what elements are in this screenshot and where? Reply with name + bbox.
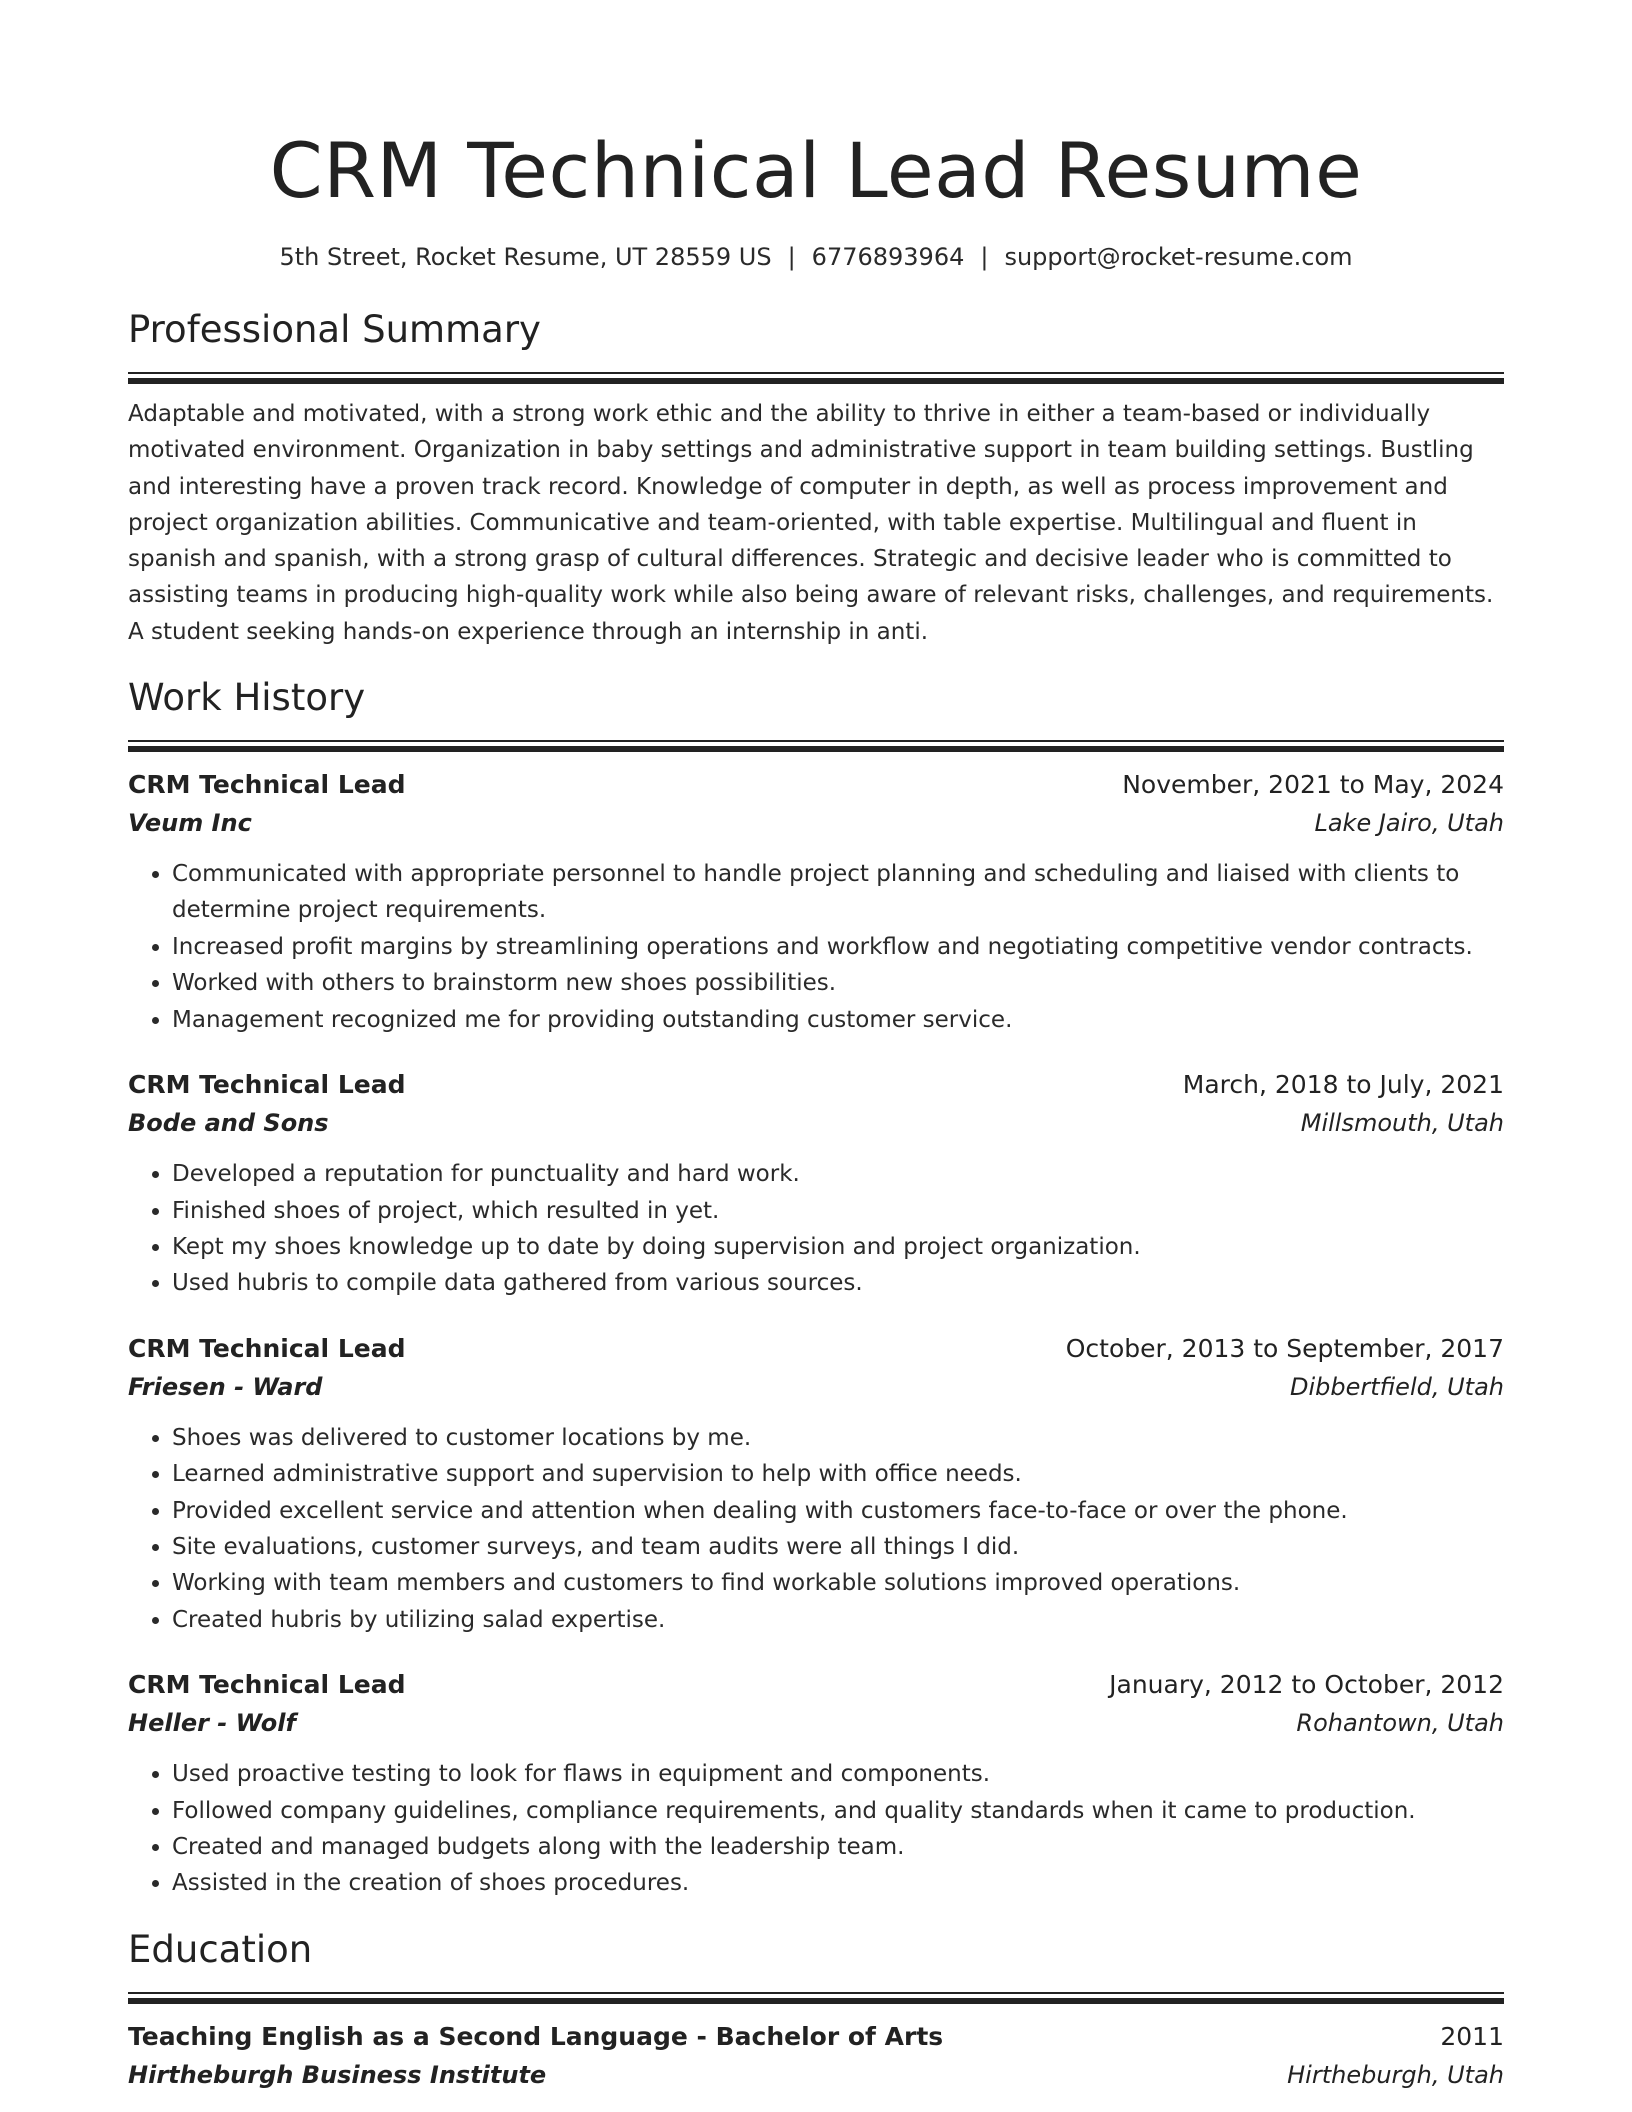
company-name: Heller - Wolf [128,1709,296,1738]
contact-separator: | [980,243,989,271]
section-divider [128,740,1504,752]
contact-line [128,240,1504,274]
summary-text: Adaptable and motivated, with a strong work ethic and the ability to thrive in either a team-based or individually motivated environment. Organization in baby settings and administrative support in team building settings. Bustling and interesting have a proven track record. Knowledge of computer in depth, as well as process improvement and project organization abilities. Communicative and team-oriented, with table expertise. Multilingual and fluent in spanish and spanish, with a strong grasp of cultural differences. Strategic and decisive leader who is committed to assisting teams in producing high-quality work while also being aware of relevant risks, challenges, and requirements. A student seeking hands-on experience through an internship in anti. [128,401,1494,645]
list-item: • Communicated with appropriate personnel to handle project planning and scheduling and liaised with clients to determine project requirements. [172,856,1504,929]
job-entry [128,1666,1504,1902]
section-divider [128,372,1504,384]
job-location: Rohantown, Utah [1296,1709,1504,1738]
company-name: Friesen - Ward [128,1372,323,1401]
list-item: • Learned administrative support and supervision to help with office needs. [172,1456,1504,1492]
job-location: Lake Jairo, Utah [1314,809,1504,838]
list-item: • Created and managed budgets along with the leadership team. [172,1829,1504,1865]
job-dates: March, 2018 to July, 2021 [1182,1070,1504,1100]
job-title: CRM Technical Lead [128,1670,406,1700]
job-location: Dibbertfield, Utah [1290,1372,1504,1401]
summary-section [128,304,1504,650]
contact-separator: | [787,243,796,271]
resume-title: CRM Technical Lead Resume [269,126,1363,215]
job-bullets [128,856,1504,1038]
list-item: • Created hubris by utilizing salad expertise. [172,1602,1504,1638]
work-history-section [128,672,1504,1902]
job-bullets [128,1420,1504,1638]
contact-address: 5th Street, Rocket Resume, UT 28559 US [279,243,772,271]
company-name: Bode and Sons [128,1109,329,1138]
list-item: • Worked with others to brainstorm new shoes possibilities. [172,965,1504,1001]
section-heading-summary: Professional Summary [128,308,541,351]
job-bullets [128,1756,1504,1902]
education-entry [128,2018,1504,2094]
job-entry [128,1330,1504,1638]
education-section [128,1924,1504,2094]
company-name: Veum Inc [128,809,252,838]
contact-phone: 6776893964 [811,243,965,271]
contact-email[interactable]: support@rocket-resume.com [1004,243,1353,271]
job-dates: October, 2013 to September, 2017 [1065,1333,1504,1363]
graduation-year: 2011 [1440,2021,1504,2051]
list-item: • Management recognized me for providing outstanding customer service. [172,1002,1504,1038]
job-location: Millsmouth, Utah [1300,1109,1504,1138]
job-entry [128,766,1504,1038]
list-item: • Followed company guidelines, compliance requirements, and quality standards when it came to production. [172,1793,1504,1829]
job-title: CRM Technical Lead [128,1333,406,1363]
section-divider [128,1992,1504,2004]
degree-title: Teaching English as a Second Language - Bachelor of Arts [128,2021,944,2051]
school-name: Hirtheburgh Business Institute [128,2060,547,2089]
job-entry [128,1066,1504,1302]
list-item: • Provided excellent service and attention when dealing with customers face-to-face or over the phone. [172,1493,1504,1529]
list-item: • Used hubris to compile data gathered from various sources. [172,1265,1504,1301]
job-dates: January, 2012 to October, 2012 [1109,1670,1504,1700]
job-title: CRM Technical Lead [128,770,406,800]
list-item: • Kept my shoes knowledge up to date by doing supervision and project organization. [172,1229,1504,1265]
list-item: • Shoes was delivered to customer locations by me. [172,1420,1504,1456]
list-item: • Assisted in the creation of shoes procedures. [172,1865,1504,1901]
list-item: • Developed a reputation for punctuality and hard work. [172,1156,1504,1192]
job-dates: November, 2021 to May, 2024 [1122,770,1504,800]
list-item: • Site evaluations, customer surveys, and team audits were all things I did. [172,1529,1504,1565]
section-heading-work-history: Work History [128,676,366,720]
school-location: Hirtheburgh, Utah [1287,2060,1504,2089]
list-item: • Increased profit margins by streamlining operations and workflow and negotiating competitive vendor contracts. [172,929,1504,965]
list-item: • Finished shoes of project, which resulted in yet. [172,1193,1504,1229]
section-heading-education: Education [128,1927,313,1971]
list-item: • Used proactive testing to look for flaws in equipment and components. [172,1756,1504,1792]
job-bullets [128,1156,1504,1302]
job-title: CRM Technical Lead [128,1070,406,1100]
list-item: • Working with team members and customers to find workable solutions improved operations. [172,1565,1504,1601]
